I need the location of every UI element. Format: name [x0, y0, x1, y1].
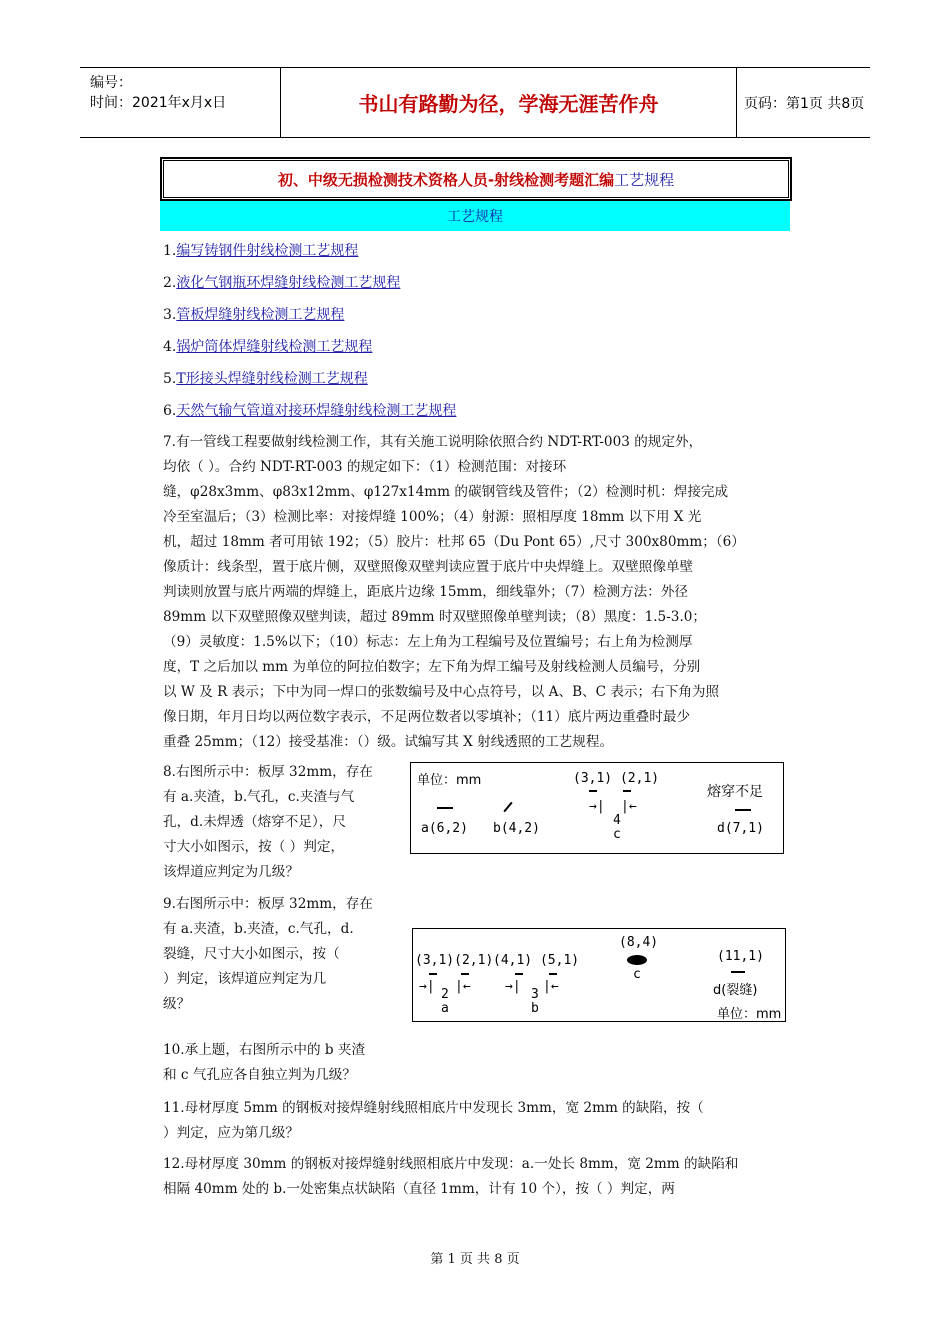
- link-t-joint[interactable]: T形接头焊缝射线检测工艺规程: [176, 371, 368, 387]
- link-lpg-cylinder[interactable]: 液化气钢瓶环焊缝射线检测工艺规程: [176, 275, 401, 291]
- fig1-unit: 单位：mm: [417, 773, 482, 788]
- header-motto: 书山有路勤为径，学海无涯苦作舟: [280, 68, 737, 137]
- defect-figure-1: [410, 762, 784, 854]
- fig1-a-label: a(6,2): [421, 821, 468, 836]
- q12-line: 12.母材厚度 30mm 的钢板对接焊缝射线照相底片中发现：a.一处长 8mm，宽 2mm 的缺陷和: [163, 1156, 739, 1172]
- fig1-c-arrow-right: |←: [621, 799, 637, 814]
- question-12: [163, 1152, 738, 1202]
- q9-line: ）判定，该焊道应判定为几: [163, 971, 327, 987]
- item-number: 3.: [163, 307, 177, 323]
- fig1-d-note: 熔穿不足: [707, 784, 763, 800]
- fig1-c-label: c: [613, 827, 621, 842]
- q9-line: 级？: [163, 996, 191, 1012]
- q7-line: 像质计：线条型，置于底片侧，双壁照像双壁判读应置于底片中央焊缝上。双壁照像单壁: [163, 559, 694, 575]
- q9-line: 有 a.夹渣，b.夹渣，c.气孔，d.: [163, 921, 354, 937]
- q10-line: 10.承上题，右图所示中的 b 夹渣: [163, 1042, 366, 1058]
- fig2-b-top: (4,1) (5,1): [493, 953, 580, 968]
- document-title: [160, 157, 792, 201]
- q10-line: 和 c 气孔应各自独立判为几级？: [163, 1067, 356, 1083]
- title-main: 初、中级无损检测技术资格人员-射线检测考题汇编: [277, 170, 615, 189]
- link-gas-pipeline[interactable]: 天然气输气管道对接环焊缝射线检测工艺规程: [176, 403, 457, 419]
- q11-line: 11.母材厚度 5mm 的钢板对接焊缝射线照相底片中发现长 3mm，宽 2mm 的缺陷，按（: [163, 1100, 704, 1116]
- q9-line: 9.右图所示中：板厚 32mm，存在: [163, 896, 373, 912]
- q12-line: 相隔 40mm 处的 b.一处密集点状缺陷（直径 1mm，计有 10 个），按（ ）判定，两: [163, 1181, 675, 1197]
- question-9: [163, 892, 373, 1017]
- q9-line: 裂缝，尺寸大小如图示，按（: [163, 946, 340, 962]
- fig1-incomplete-mark: [735, 809, 751, 811]
- list-item: [163, 368, 368, 388]
- q7-line: 判读则放置与底片两端的焊缝上，距底片边缘 15mm，细线靠外；（7）检测方法：外径: [163, 584, 689, 600]
- question-10: [163, 1038, 365, 1088]
- fig2-d-label: d(裂缝): [713, 983, 758, 998]
- q11-line: ）判定，应为第几级？: [163, 1125, 299, 1141]
- q7-line: 以 W 及 R 表示；下中为同一焊口的张数编号及中心点符号，以 A、B、C 表示；右下角为照: [163, 684, 720, 700]
- q8-line: 8.右图所示中：板厚 32mm，存在: [163, 764, 373, 780]
- fig2-a-arrow-right: |←: [455, 979, 471, 994]
- fig1-pore-mark: [503, 802, 512, 812]
- fig2-a-top: (3,1)(2,1): [415, 953, 494, 968]
- q8-line: 有 a.夹渣，b.气孔，c.夹渣与气: [163, 789, 355, 805]
- item-number: 2.: [163, 275, 177, 291]
- fig1-d-label: d(7,1): [717, 821, 764, 836]
- fig2-c-label: c: [633, 967, 641, 982]
- fig2-c-top: (8,4): [619, 935, 659, 950]
- link-boiler-shell[interactable]: 锅炉筒体焊缝射线检测工艺规程: [176, 339, 373, 355]
- q7-line: 89mm 以下双壁照像双壁判读，超过 89mm 时双壁照像单壁判读；（8）黑度：1.5-3.0；: [163, 609, 707, 625]
- fig2-d-top: (11,1): [717, 949, 764, 964]
- page-header: [80, 67, 870, 138]
- fig1-c-arrow-left: →|: [589, 799, 605, 814]
- fig2-a-label: a: [441, 1001, 449, 1016]
- fig2-a-mark-1: [429, 973, 437, 975]
- q8-line: 寸大小如图示，按（ ）判定，: [163, 839, 345, 855]
- page-footer: 第 1 页 共 8 页: [430, 1252, 520, 1267]
- defect-figure-2: [412, 928, 786, 1022]
- fig2-a-arrow-left: →|: [419, 979, 435, 994]
- list-item: [163, 304, 344, 324]
- q8-line: 该焊道应判定为几级？: [163, 864, 299, 880]
- fig2-b-number: 3: [531, 987, 539, 1002]
- item-number: 1.: [163, 243, 177, 259]
- q7-line: 像日期，年月日均以两位数字表示，不足两位数者以零填补；（11）底片两边重叠时最少: [163, 709, 691, 725]
- item-number: 5.: [163, 371, 177, 387]
- time-label: 时间：2021年x月x日: [90, 95, 227, 111]
- fig2-b-mark-2: [549, 973, 557, 975]
- q8-line: 孔，d.未焊透（熔穿不足），尺: [163, 814, 346, 830]
- fig2-pore-blob: [627, 955, 647, 965]
- fig1-slag-mark: [437, 807, 453, 809]
- item-number: 4.: [163, 339, 177, 355]
- list-item: [163, 272, 400, 292]
- link-tube-sheet[interactable]: 管板焊缝射线检测工艺规程: [176, 307, 345, 323]
- fig2-unit: 单位：mm: [717, 1007, 782, 1022]
- q7-line: 度，T 之后加以 mm 为单位的阿拉伯数字；左下角为焊工编号及射线检测人员编号，分别: [163, 659, 701, 675]
- q7-line: 重叠 25mm；（12）接受基准：（）级。试编写其 X 射线透照的工艺规程。: [163, 734, 614, 750]
- fig1-c-mark-1: [589, 790, 597, 792]
- q7-line: 7.有一管线工程要做射线检测工作，其有关施工说明除依照合约 NDT-RT-003 的规定外，: [163, 434, 703, 450]
- link-cast-steel[interactable]: 编写铸钢件射线检测工艺规程: [176, 243, 359, 259]
- item-number: 6.: [163, 403, 177, 419]
- question-7: [163, 430, 745, 755]
- fig1-c-number: 4: [613, 813, 621, 828]
- q7-line: 机，超过 18mm 者可用铱 192；（5）胶片：杜邦 65（Du Pont 65）,尺寸 300x80mm；（6）: [163, 534, 745, 550]
- list-item: [163, 400, 456, 420]
- fig2-a-number: 2: [441, 987, 449, 1002]
- header-page-info: 页码：第1页 共8页: [744, 95, 865, 112]
- list-item: [163, 240, 358, 260]
- question-11: [163, 1096, 704, 1146]
- fig2-b-arrow-right: |←: [543, 979, 559, 994]
- list-item: [163, 336, 372, 356]
- header-meta: [80, 68, 280, 137]
- section-heading: 工艺规程: [160, 201, 790, 231]
- fig2-b-arrow-left: →|: [505, 979, 521, 994]
- fig2-b-label: b: [531, 1001, 539, 1016]
- fig1-c-mark-2: [623, 790, 631, 792]
- fig1-b-label: b(4,2): [493, 821, 540, 836]
- fig2-crack-mark: [731, 971, 745, 973]
- q7-line: 缝，φ28x3mm、φ83x12mm、φ127x14mm 的碳钢管线及管件；（2）检测时机：焊接完成: [163, 484, 729, 500]
- q7-line: （9）灵敏度：1.5%以下；（10）标志：左上角为工程编号及位置编号；右上角为检测厚: [163, 634, 693, 650]
- fig1-c-top: (3,1) (2,1): [573, 771, 660, 786]
- question-8: [163, 760, 373, 885]
- title-suffix: 工艺规程: [614, 170, 675, 189]
- number-label: 编号：: [90, 75, 132, 91]
- fig2-b-mark-1: [515, 973, 523, 975]
- q7-line: 冷至室温后；（3）检测比率：对接焊缝 100%；（4）射源：照相厚度 18mm 以下用 X 光: [163, 509, 702, 525]
- fig2-a-mark-2: [461, 973, 469, 975]
- q7-line: 均依（ ）。合约 NDT-RT-003 的规定如下：（1）检测范围：对接环: [163, 459, 567, 475]
